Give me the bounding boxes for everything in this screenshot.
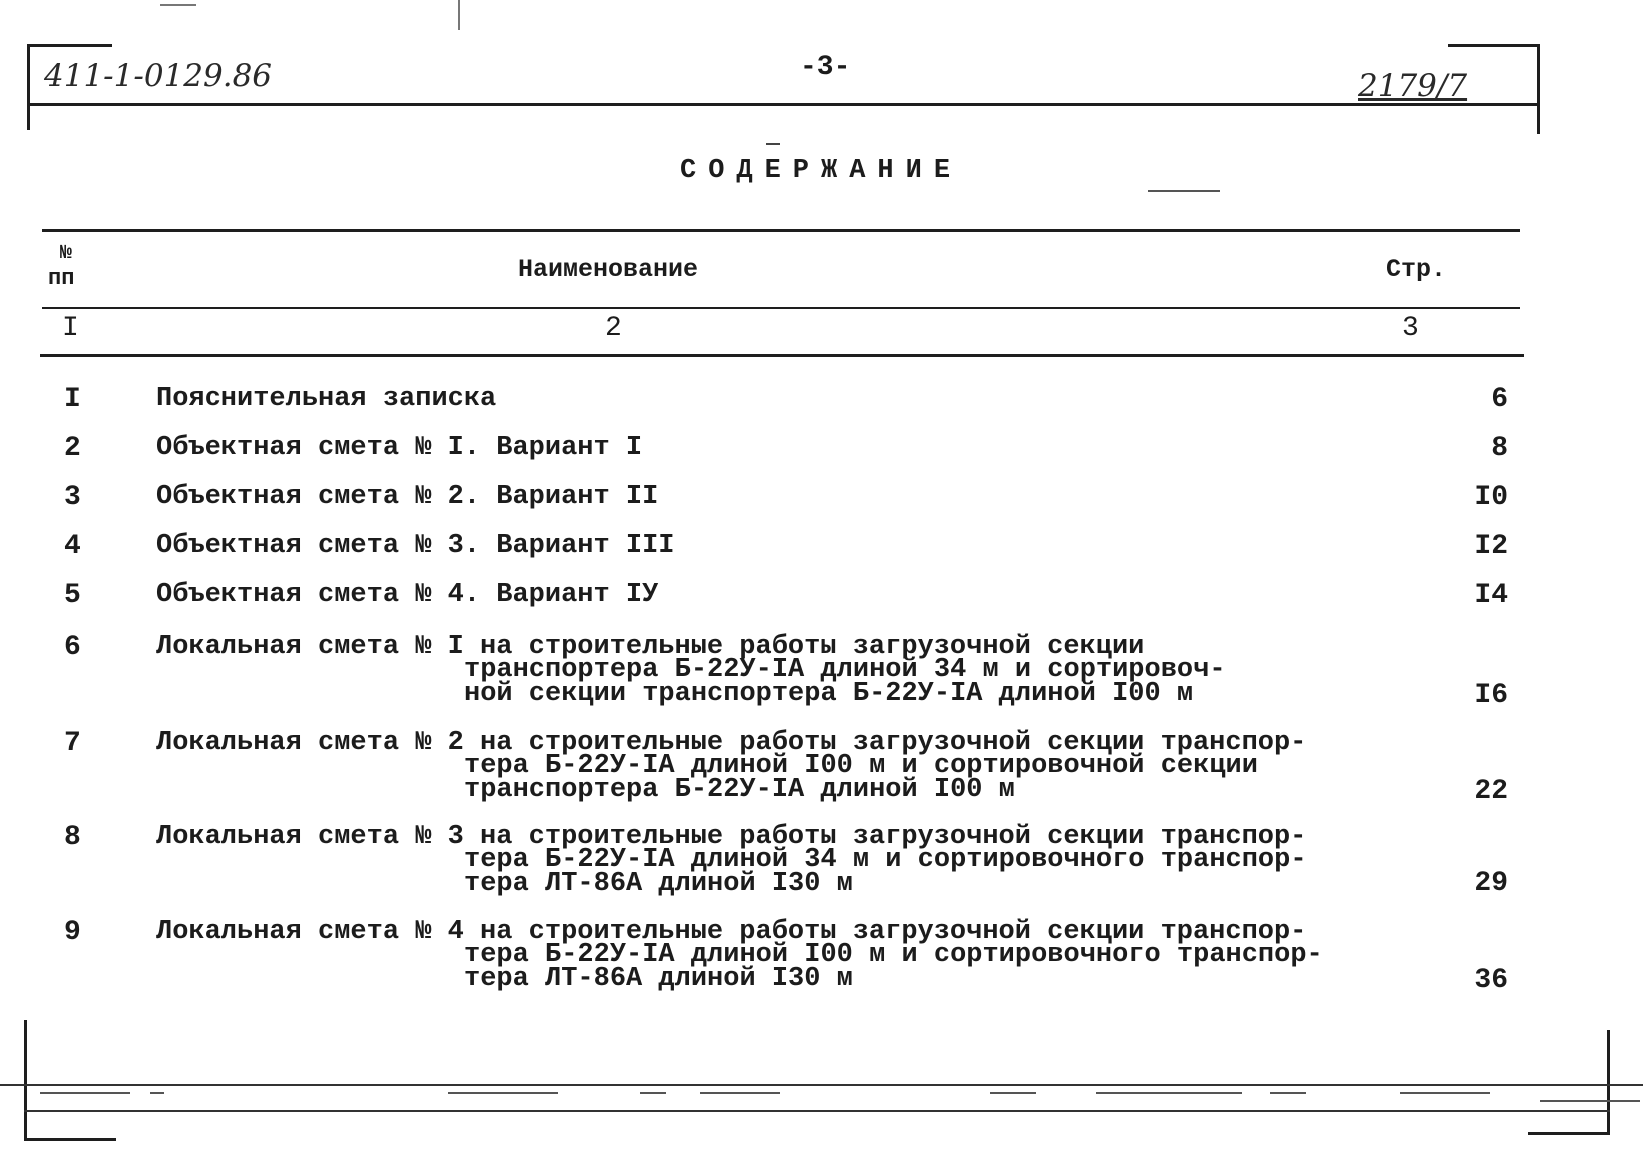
table-row [0,822,1643,932]
bottom-dash-mark [150,1092,164,1094]
row-title: Локальная смета № 4 на строительные работы загрузочной секции транспор- [156,917,1307,947]
index-bottom-rule [40,354,1524,357]
row-continuation-1: тера Б-22У-IА длиной I00 м и сортировочного транспор- [464,940,1323,970]
row-page: 6 [1491,384,1508,415]
frame-left-top-edge [27,44,30,130]
row-number: I [64,384,81,415]
header-bottom-rule [42,307,1520,309]
frame-top-right-tick [1448,44,1540,47]
row-title: Локальная смета № I на строительные работы загрузочной секции [156,632,1145,662]
row-continuation-2: тера ЛТ-86А длиной I30 м [464,869,853,899]
col-num-header-line2: пп [48,266,75,291]
col-page-header: Стр. [1386,255,1447,284]
row-number: 4 [64,531,81,562]
row-title: Объектная смета № 2. Вариант II [156,482,659,512]
top-scan-mark-2 [458,0,460,30]
page-mark: -3- [800,52,851,83]
top-scan-mark [160,4,196,6]
row-number: 9 [64,917,81,948]
col-index-2: 2 [605,313,622,344]
row-continuation-1: тера Б-22У-IА длиной 34 м и сортировочного транспор- [464,845,1307,875]
frame-right-bottom-edge [1607,1030,1610,1134]
row-page: I6 [1474,680,1508,711]
frame-right-top-edge [1537,44,1540,134]
row-title: Локальная смета № 3 на строительные работы загрузочной секции транспор- [156,822,1307,852]
frame-top-left-tick [28,44,112,47]
row-number: 2 [64,433,81,464]
row-page: 8 [1491,433,1508,464]
row-number: 3 [64,482,81,513]
row-continuation-2: тера ЛТ-86А длиной I30 м [464,964,853,994]
archive-number: 2179/7 [1358,68,1468,104]
row-title: Объектная смета № 4. Вариант IУ [156,580,659,610]
header-rule [28,103,1538,106]
page-title: СОДЕРЖАНИЕ [680,156,963,186]
row-continuation-2: транспортера Б-22У-IА длиной I00 м [464,775,1015,805]
bottom-double-rule-2 [24,1110,1610,1112]
title-tick [766,143,780,145]
frame-bottom-right-tick [1528,1132,1610,1135]
row-number: 5 [64,580,81,611]
bottom-dash-mark [1096,1092,1242,1094]
row-number: 7 [64,728,81,759]
row-page: I0 [1474,482,1508,513]
table-row [0,917,1643,1027]
table-top-rule [42,229,1520,232]
bottom-dash-mark [1540,1100,1640,1102]
frame-left-bottom-edge [24,1020,27,1140]
row-page: I4 [1474,580,1508,611]
bottom-dash-mark [40,1092,130,1094]
row-number: 8 [64,822,81,853]
col-name-header: Наименование [518,255,699,284]
row-continuation-1: тера Б-22У-IА длиной I00 м и сортировочной секции [464,751,1258,781]
table-row [0,632,1643,742]
bottom-double-rule-1 [0,1084,1643,1086]
row-continuation-1: транспортера Б-22У-IА длиной 34 м и сортировоч- [464,655,1226,685]
row-title: Пояснительная записка [156,384,497,414]
title-underline-noise [1148,190,1220,192]
document-code: 411-1-0129.86 [44,58,273,94]
bottom-dash-mark [448,1092,558,1094]
col-index-3: 3 [1402,313,1419,344]
frame-bottom-left-tick [24,1138,116,1141]
row-page: I2 [1474,531,1508,562]
bottom-dash-mark [700,1092,780,1094]
bottom-dash-mark [640,1092,666,1094]
row-number: 6 [64,632,81,663]
col-index-1: I [62,313,79,344]
row-title: Объектная смета № I. Вариант I [156,433,643,463]
bottom-dash-mark [1270,1092,1306,1094]
row-title: Локальная смета № 2 на строительные работы загрузочной секции транспор- [156,728,1307,758]
row-title: Объектная смета № 3. Вариант III [156,531,675,561]
bottom-dash-mark [990,1092,1036,1094]
row-page: 36 [1474,965,1508,996]
col-num-header-line1: № [60,242,73,265]
bottom-dash-mark [1400,1092,1490,1094]
row-page: 29 [1474,868,1508,899]
row-continuation-2: ной секции транспортера Б-22У-IА длиной I00 м [464,679,1194,709]
row-page: 22 [1474,776,1508,807]
